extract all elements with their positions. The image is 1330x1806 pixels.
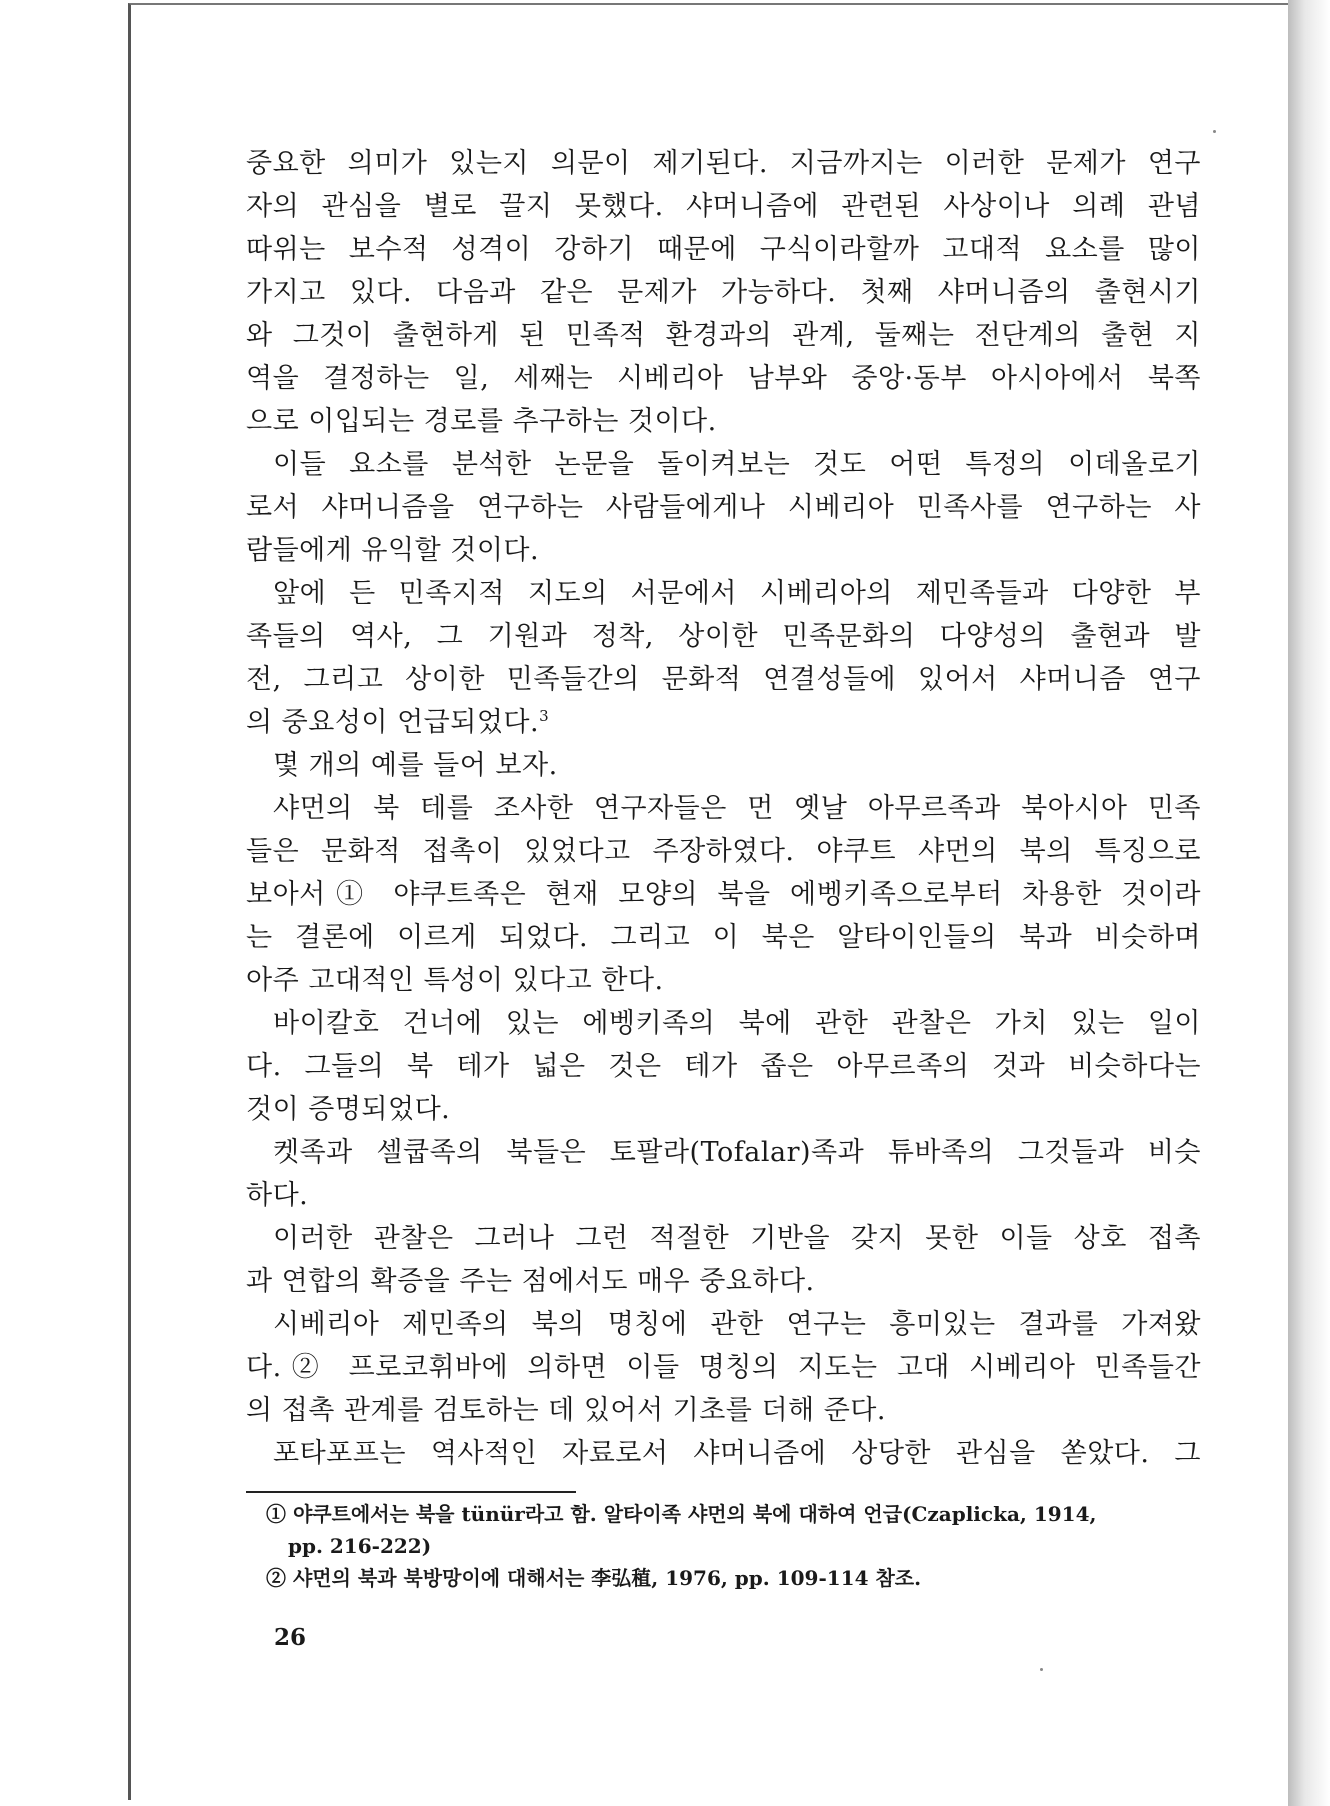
text-line: 과 연합의 확증을 주는 점에서도 매우 중요하다.	[246, 1266, 815, 1297]
text-line	[246, 701, 1201, 744]
text-line: 는 결론에 이르게 되었다. 그리고 이 북은 알타이인들의 북과 비슷하며	[246, 922, 1201, 953]
scan-speck	[1040, 1668, 1043, 1671]
page-number: 26	[274, 1624, 307, 1651]
text-line: 바이칼호 건너에 있는 에벵키족의 북에 관한 관찰은 가치 있는 일이	[273, 1008, 1201, 1039]
text-line: 으로 이입되는 경로를 추구하는 것이다.	[246, 406, 717, 437]
text-line: 몇 개의 예를 들어 보자.	[273, 750, 558, 781]
text-line: 앞에 든 민족지적 지도의 서문에서 시베리아의 제민족들과 다양한 부	[273, 578, 1201, 609]
text-line-content: 의 중요성이 언급되었다.	[246, 707, 540, 738]
text-line: 포타포프는 역사적인 자료로서 샤머니즘에 상당한 관심을 쏟았다. 그	[273, 1438, 1201, 1469]
text-line: 이러한 관찰은 그러나 그런 적절한 기반을 갖지 못한 이들 상호 접촉	[273, 1223, 1201, 1254]
text-line: 하다.	[246, 1180, 309, 1211]
footnote-line: pp. 216-222)	[288, 1534, 432, 1558]
body-text	[246, 142, 1201, 1475]
text-line: 이들 요소를 분석한 논문을 돌이켜보는 것도 어떤 특정의 이데올로기	[273, 449, 1201, 480]
text-line: 샤먼의 북 테를 조사한 연구자들은 먼 옛날 아무르족과 북아시아 민족	[273, 793, 1201, 824]
scan-speck	[1213, 130, 1216, 133]
text-line: 족들의 역사, 그 기원과 정착, 상이한 민족문화의 다양성의 출현과 발	[246, 621, 1201, 652]
footnote-line: ① 야쿠트에서는 북을 tünür라고 함. 알타이족 샤먼의 북에 대하여 언급(Czaplicka, 1914,	[266, 1502, 1097, 1526]
text-line: 람들에게 유익할 것이다.	[246, 535, 540, 566]
text-line: 아주 고대적인 특성이 있다고 한다.	[246, 965, 664, 996]
left-margin	[0, 0, 128, 1806]
footnotes	[266, 1498, 1201, 1594]
page-edge-shadow	[1288, 0, 1330, 1806]
text-line: 역을 결정하는 일, 세째는 시베리아 남부와 중앙·동부 아시아에서 북쪽	[246, 363, 1201, 394]
text-line: 와 그것이 출현하게 된 민족적 환경과의 관계, 둘째는 전단계의 출현 지	[246, 320, 1201, 351]
text-line: 들은 문화적 접촉이 있었다고 주장하였다. 야쿠트 샤먼의 북의 특징으로	[246, 836, 1201, 867]
text-line: 다. 그들의 북 테가 넓은 것은 테가 좁은 아무르족의 것과 비슷하다는	[246, 1051, 1201, 1082]
text-line: 켓족과 셀쿱족의 북들은 토팔라(Tofalar)족과 튜바족의 그것들과 비슷	[273, 1137, 1201, 1168]
text-line: 보아서① 야쿠트족은 현재 모양의 북을 에벵키족으로부터 차용한 것이라	[246, 879, 1201, 910]
text-line: 가지고 있다. 다음과 같은 문제가 가능하다. 첫째 샤머니즘의 출현시기	[246, 277, 1201, 308]
text-line: 중요한 의미가 있는지 의문이 제기된다. 지금까지는 이러한 문제가 연구	[246, 148, 1201, 179]
text-line: 것이 증명되었다.	[246, 1094, 451, 1125]
text-line: 의 접촉 관계를 검토하는 데 있어서 기초를 더해 준다.	[246, 1395, 886, 1426]
text-line: 시베리아 제민족의 북의 명칭에 관한 연구는 흥미있는 결과를 가져왔	[273, 1309, 1201, 1340]
footnote-divider	[246, 1491, 576, 1493]
text-line: 다.② 프로코휘바에 의하면 이들 명칭의 지도는 고대 시베리아 민족들간	[246, 1352, 1201, 1383]
text-line: 따위는 보수적 성격이 강하기 때문에 구식이라할까 고대적 요소를 많이	[246, 234, 1201, 265]
footnote-reference: 3	[539, 707, 550, 725]
text-line: 자의 관심을 별로 끌지 못했다. 샤머니즘에 관련된 사상이나 의례 관념	[246, 191, 1201, 222]
footnote-line: ② 샤먼의 북과 북방망이에 대해서는 李弘稙, 1976, pp. 109-114 참조.	[266, 1566, 922, 1590]
text-line: 전, 그리고 상이한 민족들간의 문화적 연결성들에 있어서 샤머니즘 연구	[246, 664, 1201, 695]
text-line: 로서 샤머니즘을 연구하는 사람들에게나 시베리아 민족사를 연구하는 사	[246, 492, 1201, 523]
